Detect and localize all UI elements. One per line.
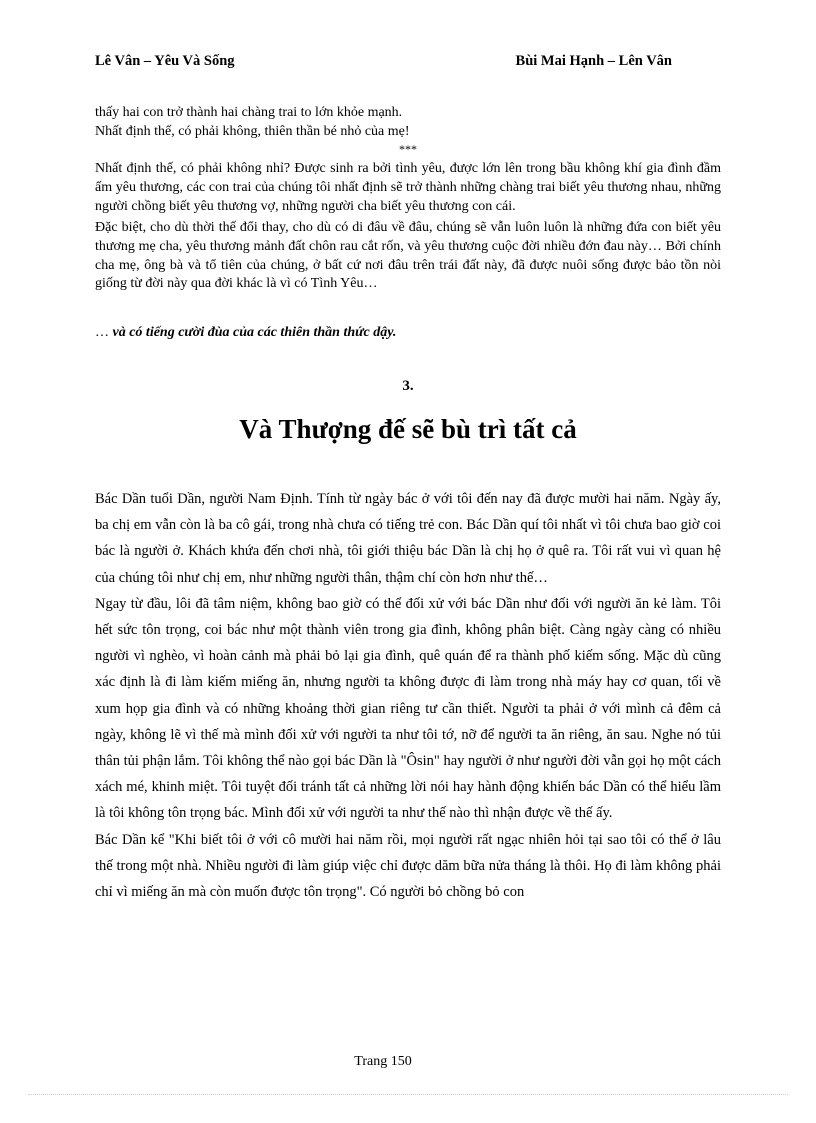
page-bottom-divider	[28, 1094, 788, 1095]
ending-italic-line: và có tiếng cười đùa của các thiên thần thức dậy.	[112, 325, 397, 340]
section-text	[95, 160, 721, 296]
continuation-text	[95, 104, 721, 142]
section-separator: ***	[399, 142, 417, 156]
header-authors: Bùi Mai Hạnh – Lên Vân	[515, 53, 672, 69]
section-ending	[95, 323, 721, 342]
paragraph: Bác Dần kể "Khi biết tôi ở với cô mười hai năm rồi, mọi người rất ngạc nhiên hỏi tại sao tôi có thể ở lâu thế trong một nhà. Nhiều người đi làm giúp việc chỉ được dăm bữa nửa tháng là thôi. Họ đi làm không phải chỉ vì miếng ăn mà còn muốn được tôn trọng". Có người bỏ chồng bỏ con	[95, 831, 721, 901]
chapter-title: Và Thượng đế sẽ bù trì tất cả	[239, 414, 577, 444]
paragraph: Nhất định thế, có phải không, thiên thần bé nhỏ của mẹ!	[95, 123, 410, 139]
chapter-body	[95, 486, 721, 905]
page-number: Trang 150	[354, 1054, 412, 1069]
header-author-title: Lê Vân – Yêu Và Sống	[95, 53, 235, 69]
paragraph: thấy hai con trở thành hai chàng trai to lớn khỏe mạnh.	[95, 105, 403, 120]
paragraph: Bác Dần tuổi Dần, người Nam Định. Tính từ ngày bác ở với tôi đến nay đã được mười hai năm. Ngày ấy, ba chị em vẫn còn là ba cô gái, trong nhà chưa có tiếng trẻ con. Bác Dần quí tôi nhất vì tôi chưa bao giờ coi bác là người ở. Khách khứa đến chơi nhà, tôi giới thiệu bác Dần là chị họ ở quê ra. Tôi rất vui vì quan hệ của chúng tôi như chị em, như những người thân, thậm chí còn hơn như thế…	[95, 491, 721, 586]
paragraph: Ngay từ đầu, lôi đã tâm niệm, không bao giờ có thể đối xử với bác Dần như đối với người ăn kẻ làm. Tôi hết sức tôn trọng, coi bác như một thành viên trong gia đình, không phân biệt. Càng ngày càng có nhiều người vì nghèo, vì hoàn cảnh mà phải bỏ lại gia đình, quê quán để ra thành phố kiếm sống. Mặc dù cũng xác định là đi làm kiếm miếng ăn, nhưng người ta không được đi làm trong nhà máy hay cơ quan, tối về xum họp gia đình và có những khoảng thời gian riêng tư cần thiết. Người ta phải ở với mình cả đêm cả ngày, không lẽ vì thế mà mình đối xử với người ta như tôi tớ, nỡ để người ta ăn riêng, ăn sau. Nghe nó tủi thân tủi phận lắm. Tôi không thể nào gọi bác Dần là "Ôsin" hay người ở như người đời vẫn gọi họ một cách xách mé, khinh miệt. Tôi tuyệt đối tránh tất cả những lời nói hay hành động khiến bác Dần có thể hiểu lầm là tôi không tôn trọng bác. Mình đối xử với người ta như thế nào thì nhận được về thế ấy.	[95, 595, 721, 822]
ending-ellipsis: …	[95, 325, 109, 340]
paragraph: Nhất định thế, có phải không nhỉ? Được sinh ra bởi tình yêu, được lớn lên trong bầu không khí gia đình đầm ấm yêu thương, các con trai của chúng tôi nhất định sẽ trở thành những chàng trai biết yêu thương nhau, những người chồng biết yêu thương vợ, những người cha biết yêu thương con cái.	[95, 161, 721, 214]
paragraph: Đặc biệt, cho dù thời thế đổi thay, cho dù có di đâu về đâu, chúng sẽ vẫn luôn luôn là những đứa con biết yêu thương mẹ cha, yêu thương mảnh đất chôn rau cắt rốn, và yêu thương cuộc đời nhiều đớn đau này… Bởi chính cha mẹ, ông bà và tổ tiên của chúng, ở bất cứ nơi đâu trên trái đất này, đã được nuôi sống được bảo tồn nòi giống từ đời này qua đời khác là vì có Tình Yêu…	[95, 219, 721, 292]
page-header	[95, 53, 672, 73]
chapter-number: 3.	[402, 378, 414, 394]
